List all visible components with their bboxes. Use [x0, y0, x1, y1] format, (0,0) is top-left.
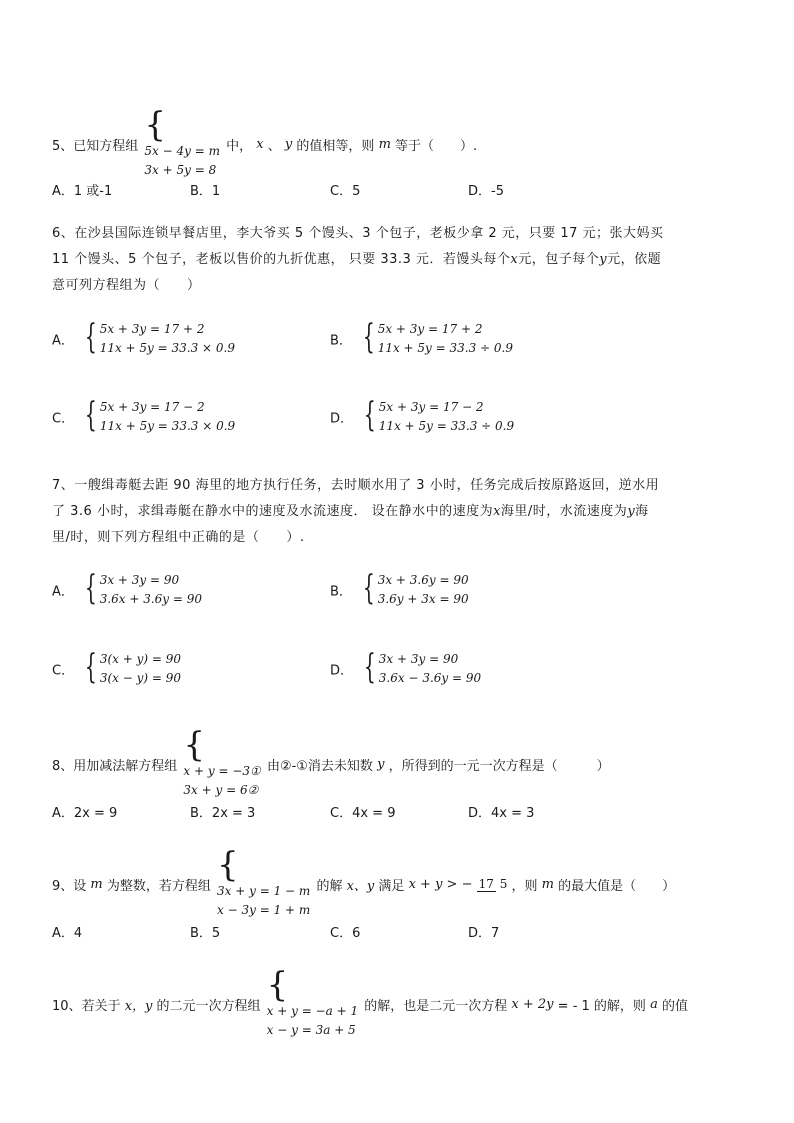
q5-prefix: 5、已知方程组	[52, 138, 139, 154]
q7-option-c-eq1: 3(x + y) = 90	[99, 652, 182, 666]
q7-line-2	[52, 500, 649, 519]
q7-option-a-eq2: 3.6x + 3.6y = 90	[99, 592, 203, 606]
q9-option-d: D．7	[468, 926, 500, 941]
q6-option-a-eq2: 11x + 5y = 33.3 × 0.9	[99, 341, 235, 355]
q10-equation-system	[266, 965, 359, 1040]
q8-option-c: C．4x = 9	[330, 806, 396, 821]
q8-eq2: 3x + y = 6②	[183, 783, 259, 797]
question-5	[52, 105, 478, 180]
brace-icon: {	[362, 317, 375, 357]
q10-eq3b: = - 1 的解，则	[557, 998, 646, 1014]
q8-equation-system	[183, 725, 261, 800]
q6-option-d-eq2: 11x + 5y = 33.3 ÷ 0.9	[378, 419, 515, 433]
q6-line-2b: 元，包子每个	[518, 252, 600, 267]
q5-equation-system	[144, 105, 220, 180]
q7-line-2c: 海	[635, 504, 649, 519]
q7-option-c-eq2: 3(x − y) = 90	[99, 671, 182, 685]
q7-option-d	[330, 647, 483, 688]
q7-option-a-label: A．	[52, 584, 74, 600]
q5-eq2: 3x + 5y = 8	[144, 163, 217, 177]
brace-icon: {	[266, 965, 289, 1005]
q9-var-m2: m	[541, 876, 554, 892]
q7-option-b-eq1: 3x + 3.6y = 90	[377, 573, 469, 587]
q5-option-c: C．5	[330, 184, 361, 199]
q7-var-x: x	[493, 504, 501, 519]
q9-eq1: 3x + y = 1 − m	[217, 884, 311, 898]
q9-middle2: 的解	[316, 878, 343, 894]
q7-option-d-label: D．	[330, 663, 354, 679]
q7-line-3: 里/时，则下列方程组中正确的是（ ）.	[52, 530, 305, 545]
q9-suffix-a: ，则	[511, 878, 538, 894]
q8-option-a: A．2x = 9	[52, 806, 118, 821]
q5-var-x: x	[256, 136, 264, 152]
q9-fraction	[477, 877, 508, 891]
q6-line-1: 6、在沙县国际连锁早餐店里，李大爷买 5 个馒头、3 个包子，老板少拿 2 元，只要 17 元；张大妈买	[52, 226, 664, 241]
q7-line-2b: 海里/时，水流速度为	[500, 504, 628, 519]
brace-icon: {	[144, 105, 167, 145]
q6-option-c-eq1: 5x + 3y = 17 − 2	[99, 400, 205, 414]
q10-middle: 的二元一次方程组	[156, 998, 261, 1014]
q7-option-c	[52, 647, 183, 688]
q10-eq1: x + y = −a + 1	[266, 1004, 359, 1018]
q5-option-a: A．1 或-1	[52, 184, 113, 199]
q5-var-y: y	[284, 136, 293, 152]
q7-option-c-label: C．	[52, 663, 75, 679]
q6-var-x: x	[510, 252, 519, 267]
q9-option-c: C．6	[330, 926, 361, 941]
q9-equation-system	[217, 845, 311, 920]
question-8	[52, 725, 610, 800]
q6-option-b	[330, 317, 515, 358]
q6-option-c-eq2: 11x + 5y = 33.3 × 0.9	[99, 419, 236, 433]
q6-option-c-label: C．	[52, 411, 75, 427]
brace-icon: {	[85, 395, 97, 435]
q5-suffix: 等于（ ）.	[395, 138, 478, 154]
q6-option-b-eq2: 11x + 5y = 33.3 ÷ 0.9	[377, 341, 514, 355]
q7-option-d-eq2: 3.6x − 3.6y = 90	[378, 671, 482, 685]
q8-prefix: 8、用加减法解方程组	[52, 758, 178, 774]
q9-option-b: B．5	[190, 926, 221, 941]
q9-middle3: 满足	[378, 878, 405, 894]
q9-suffix-b: 的最大值是（ ）	[558, 878, 676, 894]
q9-vars-xy: x、y	[346, 878, 375, 894]
q10-var-a: a	[650, 996, 658, 1012]
q9-fraction-denominator: 5	[499, 877, 508, 891]
q8-option-b: B．2x = 3	[190, 806, 256, 821]
q7-option-b	[330, 568, 471, 609]
q6-option-d	[330, 395, 516, 436]
q6-option-b-eq1: 5x + 3y = 17 + 2	[377, 322, 483, 336]
q10-prefix: 10、若关于	[52, 998, 121, 1014]
q5-middle: 中，	[226, 138, 253, 154]
q9-middle: 为整数，若方程组	[106, 878, 211, 894]
q5-var-m: m	[378, 136, 391, 152]
q6-option-d-eq1: 5x + 3y = 17 − 2	[378, 400, 484, 414]
question-10	[52, 965, 688, 1040]
q8-suffix: ，所得到的一元一次方程是（ ）	[388, 758, 610, 774]
q8-eq1: x + y = −3①	[183, 764, 261, 778]
q10-suffix: 的值	[661, 998, 688, 1014]
q6-line-2	[52, 248, 661, 267]
brace-icon: {	[364, 647, 376, 687]
q9-fraction-numerator: 17	[478, 877, 494, 891]
q8-option-d: D．4x = 3	[468, 806, 535, 821]
question-9	[52, 845, 676, 920]
q7-option-a	[52, 568, 204, 609]
q6-option-d-label: D．	[330, 411, 354, 427]
q10-eq3: x + 2y	[511, 996, 554, 1012]
q6-line-2a: 11 个馒头、5 个包子，老板以售价的九折优惠， 只要 33.3 元．若馒头每个	[52, 252, 511, 267]
q10-eq2: x − y = 3a + 5	[266, 1023, 356, 1037]
q6-option-b-label: B．	[330, 333, 352, 349]
q10-middle2: 的解，也是二元一次方程	[364, 998, 508, 1014]
q7-option-b-label: B．	[330, 584, 352, 600]
q9-prefix: 9、设	[52, 878, 87, 894]
q5-option-b: B．1	[190, 184, 221, 199]
q7-var-y: y	[627, 504, 636, 519]
brace-icon: {	[183, 725, 206, 765]
brace-icon: {	[364, 395, 376, 435]
q7-line-1: 7、一艘缉毒艇去距 90 海里的地方执行任务，去时顺水用了 3 小时，任务完成后按原路返回，逆水用	[52, 478, 660, 493]
q7-option-d-eq1: 3x + 3y = 90	[378, 652, 459, 666]
q7-option-a-eq1: 3x + 3y = 90	[99, 573, 180, 587]
brace-icon: {	[84, 317, 97, 357]
q6-line-3: 意可列方程组为（ ）	[52, 278, 201, 293]
q6-option-a-eq1: 5x + 3y = 17 + 2	[99, 322, 205, 336]
q9-eq2: x − 3y = 1 + m	[217, 903, 311, 917]
q6-var-y: y	[599, 252, 608, 267]
brace-icon: {	[217, 845, 239, 885]
q6-option-a-label: A．	[52, 333, 74, 349]
q5-middle2: 的值相等，则	[296, 138, 375, 154]
q5-sep: 、	[267, 138, 281, 154]
q6-option-a	[52, 317, 237, 358]
brace-icon: {	[85, 647, 97, 687]
q9-option-a: A．4	[52, 926, 83, 941]
brace-icon: {	[362, 568, 375, 608]
q6-line-2c: 元，依题	[607, 252, 662, 267]
q8-var-y: y	[377, 756, 385, 772]
q7-line-2a: 了 3.6 小时，求缉毒艇在静水中的速度及水流速度． 设在静水中的速度为	[52, 504, 494, 519]
brace-icon: {	[84, 568, 97, 608]
q9-inequality: x + y > −	[408, 876, 473, 892]
q5-option-d: D．-5	[468, 184, 504, 199]
q7-option-b-eq2: 3.6y + 3x = 90	[377, 592, 469, 606]
q6-option-c	[52, 395, 237, 436]
q5-eq1: 5x − 4y = m	[144, 144, 220, 158]
q10-vars-xy: x，y	[124, 998, 153, 1014]
q9-var-m: m	[90, 876, 103, 892]
q8-middle: 由②-①消去未知数	[266, 758, 373, 774]
